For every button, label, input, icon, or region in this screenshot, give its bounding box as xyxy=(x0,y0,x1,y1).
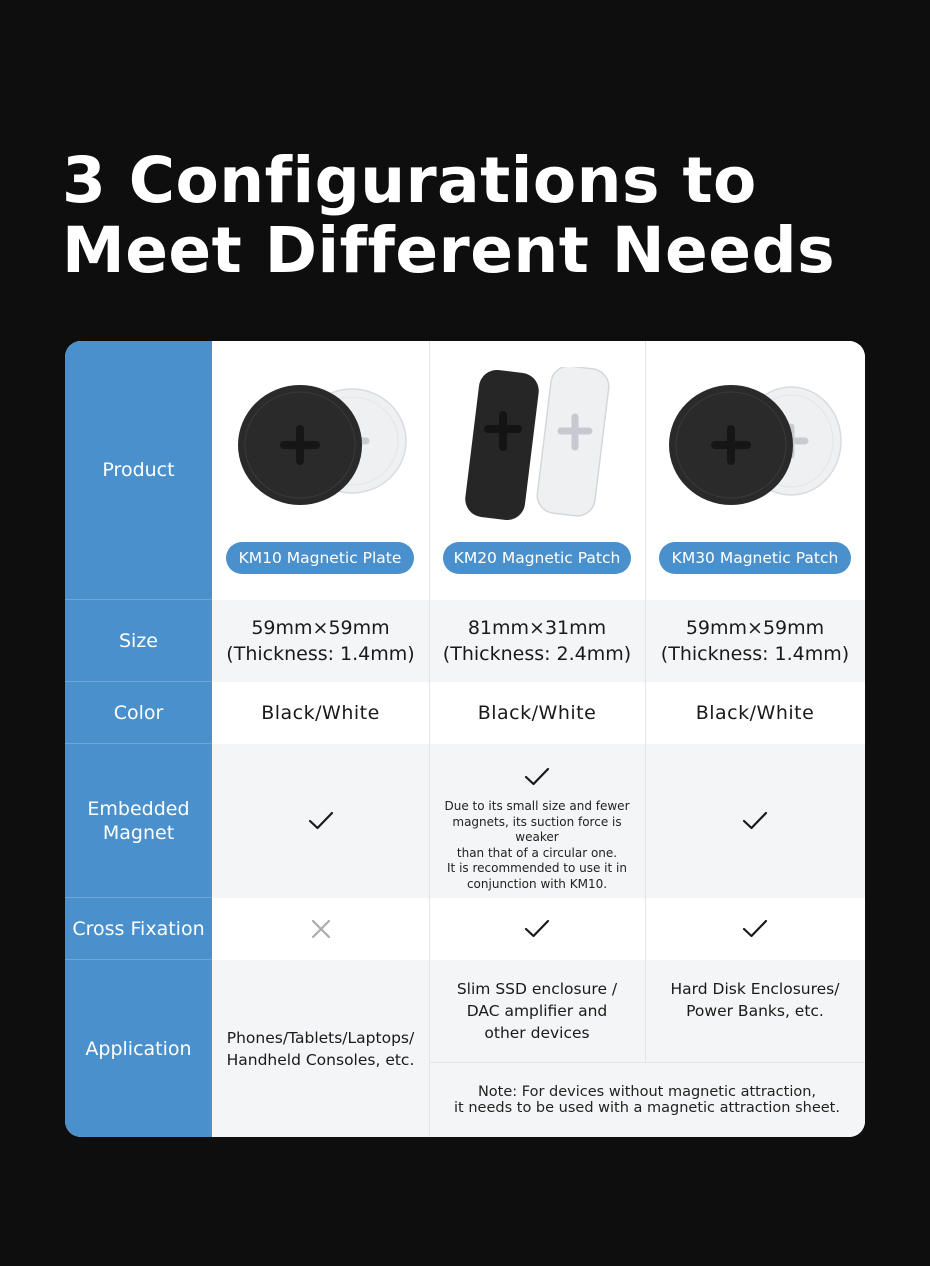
row-header-application: Application xyxy=(85,1037,192,1060)
color-km10: Black/White xyxy=(261,702,380,724)
embedded-magnet-note-line: magnets, its suction force is weaker xyxy=(452,814,622,844)
check-icon xyxy=(308,811,334,831)
application-line: DAC amplifier and xyxy=(466,1002,608,1020)
application-km30 xyxy=(645,960,865,1062)
check-icon xyxy=(524,767,550,787)
application-km20 xyxy=(429,960,645,1062)
check-icon xyxy=(742,811,768,831)
application-km10 xyxy=(212,960,429,1137)
page-title-line-1: 3 Configurations to xyxy=(62,144,757,217)
check-icon xyxy=(524,919,550,939)
embedded-magnet-km10 xyxy=(212,744,429,898)
embedded-magnet-note-line: conjunction with KM10. xyxy=(466,876,608,891)
application-line: Power Banks, etc. xyxy=(686,1002,824,1020)
application-line: other devices xyxy=(484,1024,590,1042)
size-thickness: (Thickness: 1.4mm) xyxy=(226,643,415,665)
size-dimensions: 59mm×59mm xyxy=(251,617,390,639)
application-note-line-1: Note: For devices without magnetic attraction, xyxy=(477,1084,817,1100)
comparison-table xyxy=(65,341,865,1137)
embedded-magnet-km30 xyxy=(645,744,865,898)
embedded-magnet-note-line: than that of a circular one. xyxy=(456,845,618,860)
row-header-cross-fixation: Cross Fixation xyxy=(65,898,212,960)
application-line: Phones/Tablets/Laptops/ xyxy=(226,1028,415,1047)
cross-icon xyxy=(311,919,331,939)
km10-product-image xyxy=(230,381,415,506)
row-header-color: Color xyxy=(65,682,212,744)
row-header-embedded-magnet-line-1: Embedded xyxy=(87,797,190,820)
row-header-size: Size xyxy=(65,600,212,682)
size-km20 xyxy=(429,600,645,682)
size-km10 xyxy=(212,600,429,682)
size-dimensions: 59mm×59mm xyxy=(685,617,825,639)
application-note-line-2: it needs to be used with a magnetic attraction sheet. xyxy=(454,1100,840,1116)
embedded-magnet-note-line: It is recommended to use it in xyxy=(447,861,627,875)
page-title xyxy=(62,146,835,286)
row-header-embedded-magnet xyxy=(65,744,212,898)
color-km30: Black/White xyxy=(695,702,815,724)
size-thickness: (Thickness: 1.4mm) xyxy=(660,643,850,665)
size-km30 xyxy=(645,600,865,682)
application-note xyxy=(429,1063,865,1137)
embedded-magnet-note-line: Due to its small size and fewer xyxy=(444,799,630,813)
row-header-column xyxy=(65,341,212,1137)
km20-product-image xyxy=(458,367,623,522)
size-dimensions: 81mm×31mm xyxy=(467,617,607,639)
cross-fixation-km10 xyxy=(212,898,429,960)
size-thickness: (Thickness: 2.4mm) xyxy=(442,643,632,665)
color-km20: Black/White xyxy=(477,702,597,724)
row-header-product: Product xyxy=(65,341,212,600)
check-icon xyxy=(742,919,768,939)
km30-product-image xyxy=(665,381,850,506)
product-name-km30: KM30 Magnetic Patch xyxy=(659,542,851,574)
row-header-embedded-magnet-line-2: Magnet xyxy=(102,821,175,844)
application-line: Slim SSD enclosure / xyxy=(456,980,618,998)
application-line: Hard Disk Enclosures/ xyxy=(670,980,840,998)
embedded-magnet-km20 xyxy=(429,744,645,898)
application-line: Handheld Consoles, etc. xyxy=(226,1050,415,1069)
cross-fixation-km20 xyxy=(429,898,645,960)
page-title-line-2: Meet Different Needs xyxy=(62,214,836,287)
product-name-km20: KM20 Magnetic Patch xyxy=(443,542,631,574)
product-name-km10: KM10 Magnetic Plate xyxy=(226,542,414,574)
cross-fixation-km30 xyxy=(645,898,865,960)
